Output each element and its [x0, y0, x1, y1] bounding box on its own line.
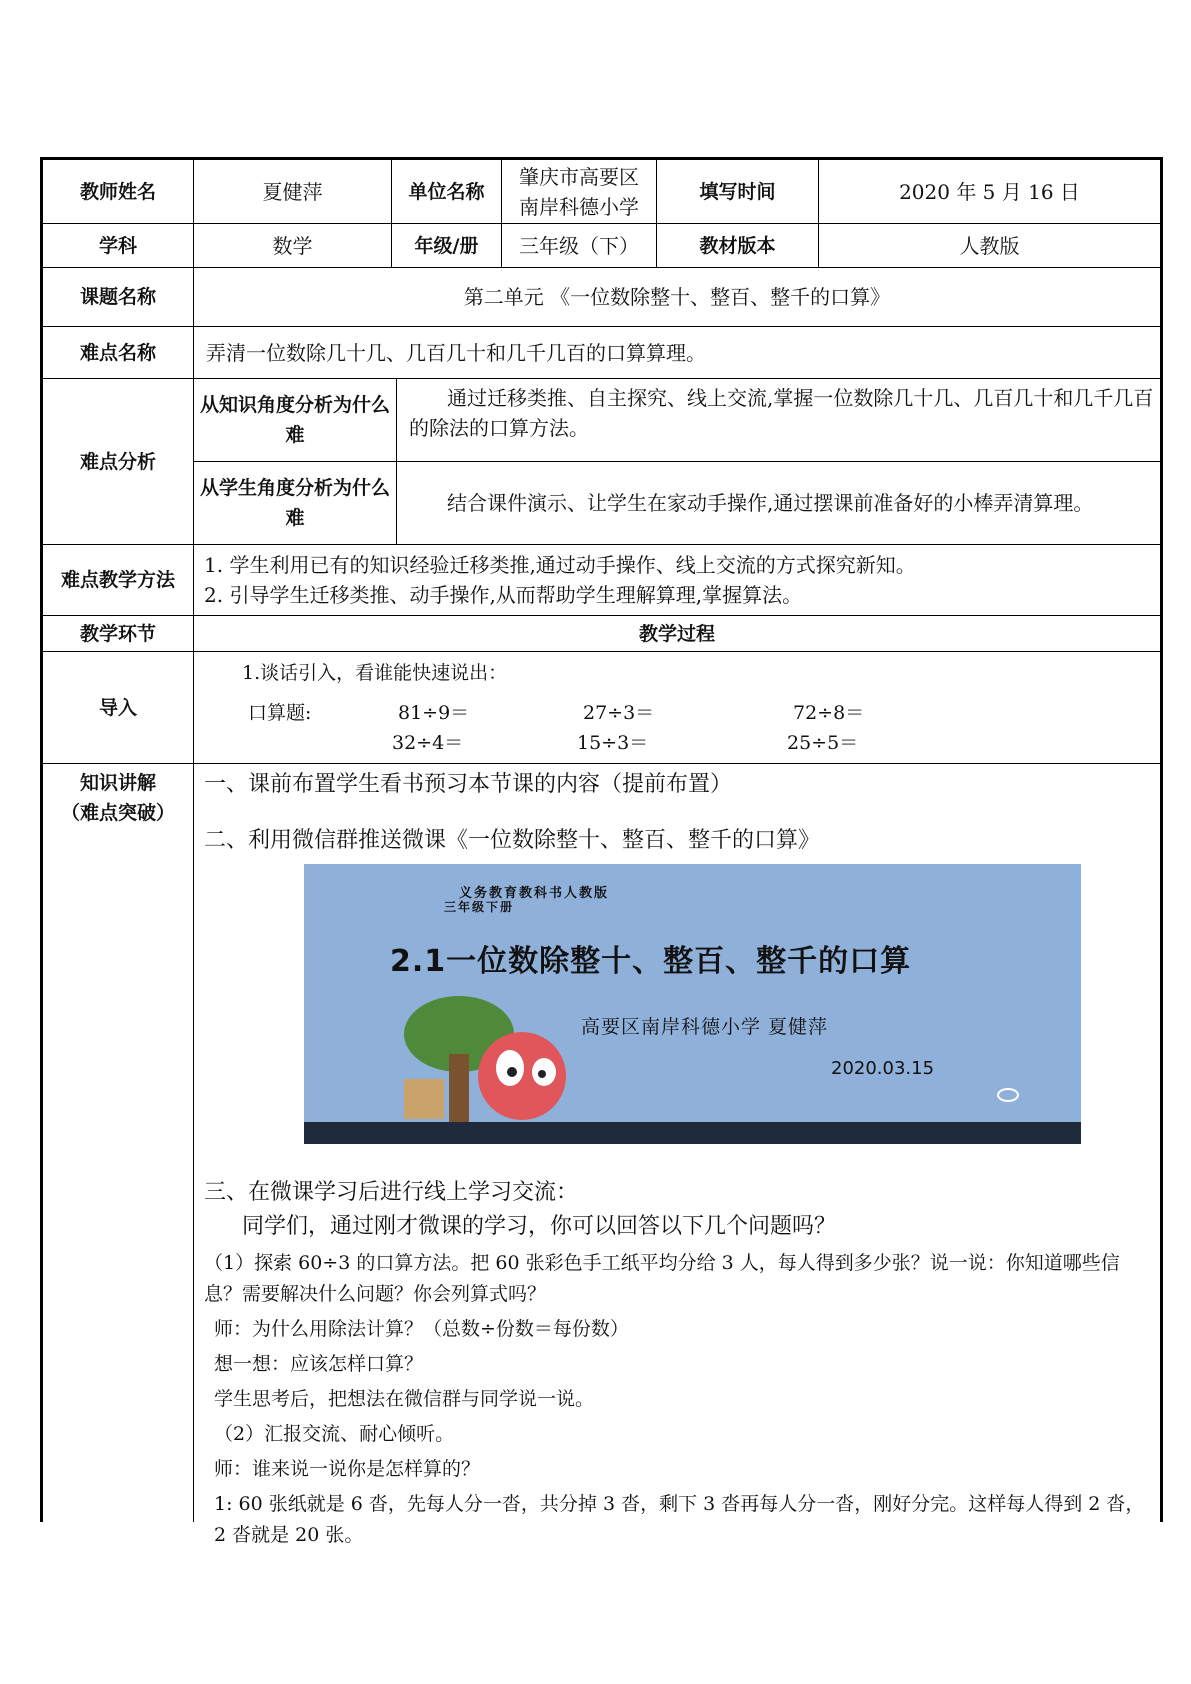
micro-lesson-slide — [304, 864, 1081, 1144]
stage-label: 教学环节 — [43, 616, 194, 651]
lecture-p6: 师：谁来说一说你是怎样算的？ — [214, 1458, 481, 1480]
edition-value: 人教版 — [959, 233, 1020, 258]
intro-row — [43, 652, 1160, 764]
knowledge-value: 通过迁移类推、自主探究、线上交流,掌握一位数除几十几、几百几十和几千几百的除法的口算方法。 — [409, 386, 1154, 440]
topic-value: 第二单元 《一位数除整十、整百、整千的口算》 — [463, 285, 891, 309]
taskbar — [304, 1122, 1081, 1144]
analysis-subtable — [194, 379, 1160, 544]
lecture-row — [43, 764, 1160, 1546]
date-value: 2020 年 5 月 16 日 — [899, 179, 1080, 204]
calc-label: 口算题: — [248, 702, 312, 724]
topic-label: 课题名称 — [43, 268, 194, 326]
unit-value-line2: 南岸科德小学 — [519, 194, 639, 219]
header-row-2 — [43, 224, 1160, 268]
lecture-label-line1: 知识讲解 — [79, 772, 156, 794]
slide-date: 2020.03.15 — [831, 1058, 935, 1079]
lecture-step2: 二、利用微信群推送微课《一位数除整十、整百、整千的口算》 — [204, 828, 821, 853]
analysis-knowledge-row — [194, 379, 1160, 461]
knowledge-label: 从知识角度分析为什么难 — [194, 379, 397, 461]
difficulty-label: 难点名称 — [43, 327, 194, 378]
edition-label: 教材版本 — [657, 224, 819, 267]
lesson-plan-table — [40, 157, 1163, 1546]
slide-dot-icon — [997, 1088, 1019, 1102]
intro-content — [194, 652, 1160, 763]
calc-item: 25÷5＝ — [787, 732, 859, 754]
grade-label: 年级/册 — [392, 224, 502, 267]
lecture-step1: 一、课前布置学生看书预习本节课的内容（提前布置） — [204, 772, 733, 797]
calc-row-2 — [242, 728, 1160, 758]
calc-item: 32÷4＝ — [392, 732, 464, 754]
grade-value: 三年级（下） — [502, 224, 657, 267]
teacher-label: 教师姓名 — [43, 160, 194, 223]
lecture-step3: 三、在微课学习后进行线上学习交流： — [204, 1180, 579, 1205]
slide-title: 2.1一位数除整十、整百、整千的口算 — [390, 944, 912, 979]
slide-line1: 义务教育教科书人教版 — [459, 886, 610, 901]
lecture-p3: 想一想：应该怎样口算？ — [214, 1353, 424, 1375]
intro-line1: 1.谈话引入，看谁能快速说出： — [242, 662, 508, 684]
lecture-p1: （1）探索 60÷3 的口算方法。把 60 张彩色手工纸平均分给 3 人，每人得到多少张？说一说：你知道哪些信息？需要解决什么问题？你会列算式吗？ — [204, 1252, 1120, 1305]
method-value — [194, 545, 1160, 615]
lecture-p7: 1: 60 张纸就是 6 沓，先每人分一沓，共分掉 3 沓，剩下 3 沓再每人分一沓，刚好分完。这样每人得到 2 沓，2 沓就是 20 张。 — [214, 1493, 1145, 1546]
method-line1: 1. 学生利用已有的知识经验迁移类推,通过动手操作、线上交流的方式探究新知。 — [204, 553, 916, 577]
slide-author: 高要区南岸科德小学 夏健萍 — [581, 1016, 829, 1038]
difficulty-row — [43, 327, 1160, 379]
calc-item: 15÷3＝ — [577, 732, 649, 754]
method-line2: 2. 引导学生迁移类推、动手操作,从而帮助学生理解算理,掌握算法。 — [204, 583, 803, 607]
analysis-label: 难点分析 — [43, 379, 194, 544]
method-row — [43, 545, 1160, 616]
calc-row-1 — [242, 698, 1160, 728]
lecture-p4: 学生思考后，把想法在微信群与同学说一说。 — [214, 1388, 595, 1410]
analysis-row — [43, 379, 1160, 545]
calc-item: 81÷9＝ — [398, 702, 470, 724]
process-label: 教学过程 — [638, 622, 715, 645]
unit-label: 单位名称 — [392, 160, 502, 223]
subject-value: 数学 — [194, 224, 392, 267]
teacher-value: 夏健萍 — [194, 160, 392, 223]
unit-value-line1: 肇庆市高要区 — [519, 164, 639, 189]
calc-item: 27÷3＝ — [583, 702, 655, 724]
header-row-1 — [43, 160, 1160, 224]
calc-item: 72÷8＝ — [793, 702, 865, 724]
slide-line2: 三年级下册 — [444, 900, 515, 914]
subject-label: 学科 — [43, 224, 194, 267]
lecture-content — [194, 764, 1160, 1546]
lecture-label-line2: （难点突破） — [60, 802, 175, 824]
method-label: 难点教学方法 — [43, 545, 194, 615]
unit-value — [502, 160, 657, 223]
student-value: 结合课件演示、让学生在家动手操作,通过摆课前准备好的小棒弄清算理。 — [447, 491, 1094, 515]
intro-label: 导入 — [43, 652, 194, 763]
date-label: 填写时间 — [657, 160, 819, 223]
lecture-label — [43, 764, 194, 1522]
analysis-student-row — [194, 461, 1160, 544]
process-header-row — [43, 616, 1160, 652]
lecture-p5: （2）汇报交流、耐心倾听。 — [214, 1423, 455, 1445]
lecture-question: 同学们，通过刚才微课的学习，你可以回答以下几个问题吗？ — [242, 1214, 837, 1239]
lecture-p2: 师：为什么用除法计算？（总数÷份数＝每份数） — [214, 1318, 629, 1340]
topic-row — [43, 268, 1160, 327]
student-label: 从学生角度分析为什么难 — [194, 462, 397, 544]
difficulty-value: 弄清一位数除几十几、几百几十和几千几百的口算算理。 — [206, 340, 706, 365]
